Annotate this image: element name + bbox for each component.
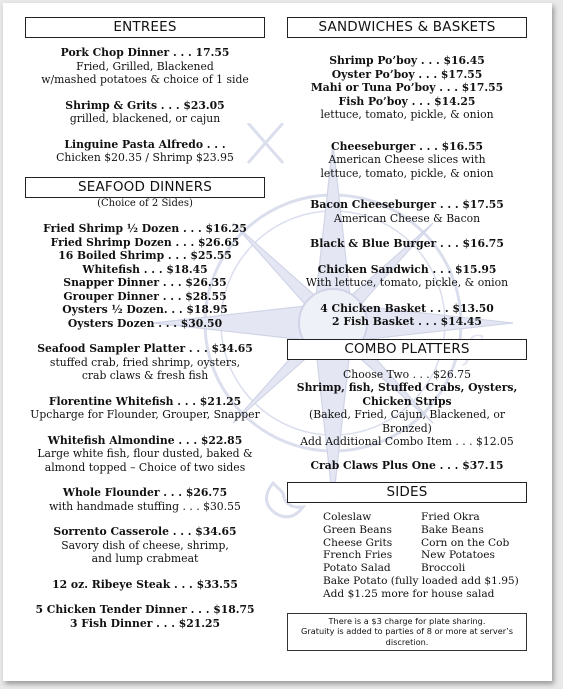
list-item bbox=[25, 303, 265, 317]
item-title: Whitefish Almondine . . . $22.85 bbox=[47, 433, 243, 447]
item-title: Snapper Dinner . . . $26.35 bbox=[63, 276, 227, 289]
menu-item-crab-claws bbox=[287, 459, 527, 473]
item-title: Crab Claws Plus One . . . $37.15 bbox=[310, 458, 504, 472]
combo-header: COMBO PLATTERS bbox=[287, 339, 527, 360]
side-bake-potato: Bake Potato (fully loaded add $1.95) bbox=[323, 574, 519, 587]
sides-list bbox=[323, 511, 527, 575]
list-item bbox=[25, 263, 265, 277]
item-desc: stuffed crab, fried shrimp, oysters, bbox=[49, 355, 241, 369]
left-column bbox=[25, 17, 265, 630]
item-desc: Chicken $20.35 / Shrimp $23.95 bbox=[56, 151, 234, 164]
menu-item-shrimp-grits bbox=[25, 99, 265, 113]
list-item bbox=[287, 54, 527, 68]
list-item: Fried Okra bbox=[421, 511, 480, 523]
item-desc: w/mashed potatoes & choice of 1 side bbox=[41, 73, 249, 86]
item-title: 5 Chicken Tender Dinner . . . $18.75 bbox=[35, 603, 255, 616]
item-desc: with handmade stuffing . . . $30.55 bbox=[49, 499, 241, 513]
list-item: New Potatoes bbox=[421, 549, 495, 562]
item-title: Seafood Sampler Platter . . . $34.65 bbox=[37, 342, 253, 355]
menu-item-chicken-sandwich bbox=[287, 263, 527, 277]
list-item bbox=[25, 317, 265, 331]
item-title: Oyster Po’boy . . . $17.55 bbox=[331, 67, 483, 81]
item-title: Pork Chop Dinner . . . 17.55 bbox=[60, 46, 230, 59]
item-desc: crab claws & fresh fish bbox=[81, 369, 209, 382]
right-column bbox=[287, 17, 527, 651]
item-desc: grilled, blackened, or cajun bbox=[69, 112, 221, 125]
list-item bbox=[25, 290, 265, 304]
footer-line: Gratuity is added to parties of 8 or more at server’s bbox=[301, 626, 513, 637]
item-title: 3 Fish Dinner . . . $21.25 bbox=[69, 616, 221, 630]
combo-choose: Choose Two . . . $26.75 bbox=[343, 367, 471, 381]
menu-item-flounder bbox=[25, 486, 265, 500]
list-item bbox=[287, 81, 527, 95]
menu-item-casserole bbox=[25, 525, 265, 539]
list-item: Bake Beans bbox=[421, 523, 484, 536]
menu-item-bacon-cheeseburger bbox=[287, 198, 527, 212]
list-item bbox=[25, 236, 265, 250]
list-item: Cheese Grits bbox=[323, 536, 393, 549]
list-item bbox=[287, 95, 527, 109]
list-item: Potato Salad bbox=[323, 562, 391, 575]
item-title: Fried Shrimp ½ Dozen . . . $16.25 bbox=[43, 222, 247, 235]
item-title: Grouper Dinner . . . $28.55 bbox=[63, 289, 227, 303]
item-title: Chicken Strips bbox=[362, 394, 452, 408]
list-item bbox=[25, 222, 265, 236]
item-title: Cheeseburger . . . $16.55 bbox=[331, 139, 483, 153]
menu-item-chicken-basket bbox=[287, 302, 527, 316]
list-item: Broccoli bbox=[421, 562, 466, 575]
footer-line: There is a $3 charge for plate sharing. bbox=[328, 615, 486, 626]
sides-header: SIDES bbox=[287, 482, 527, 503]
item-title: Whitefish . . . $18.45 bbox=[82, 262, 208, 276]
list-item: French Fries bbox=[323, 549, 393, 562]
menu-item-tender bbox=[25, 603, 265, 617]
item-desc: almond topped – Choice of two sides bbox=[44, 460, 246, 474]
list-item: Coleslaw bbox=[323, 511, 372, 523]
menu-page bbox=[3, 3, 552, 681]
side-house-salad: Add $1.25 more for house salad bbox=[323, 587, 495, 600]
footer-note bbox=[287, 613, 527, 652]
item-desc: Large white fish, flour dusted, baked & bbox=[37, 447, 253, 460]
footer-line: discretion. bbox=[385, 636, 429, 647]
combo-options bbox=[287, 395, 527, 409]
item-title: Black & Blue Burger . . . $16.75 bbox=[310, 237, 504, 250]
item-title: Chicken Sandwich . . . $15.95 bbox=[317, 262, 497, 276]
menu-item-black-blue bbox=[287, 237, 527, 251]
entrees-header: ENTREES bbox=[25, 17, 265, 38]
item-title: Fried Shrimp Dozen . . . $26.65 bbox=[50, 235, 240, 249]
item-desc: American Cheese & Bacon bbox=[333, 211, 481, 225]
item-desc: lettuce, tomato, pickle, & onion bbox=[320, 108, 494, 121]
menu-item-ribeye bbox=[25, 578, 265, 592]
item-title: Florentine Whitefish . . . $21.25 bbox=[48, 394, 242, 408]
item-desc: lettuce, tomato, pickle, & onion bbox=[320, 166, 494, 180]
item-desc: With lettuce, tomato, pickle, & onion bbox=[305, 276, 509, 289]
menu-item-fish-basket bbox=[287, 315, 527, 329]
item-title: Fish Po’boy . . . $14.25 bbox=[338, 94, 476, 108]
combo-add: Add Additional Combo Item . . . $12.05 bbox=[300, 435, 514, 448]
sandwiches-header: SANDWICHES & BASKETS bbox=[287, 17, 527, 38]
list-item bbox=[25, 276, 265, 290]
menu-item-linguine bbox=[25, 138, 265, 152]
seafood-header: SEAFOOD DINNERS bbox=[25, 177, 265, 198]
menu-item-cheeseburger bbox=[287, 140, 527, 154]
list-item bbox=[287, 68, 527, 82]
item-title: 12 oz. Ribeye Steak . . . $33.55 bbox=[52, 577, 238, 591]
menu-item-fish-dinner bbox=[25, 617, 265, 631]
item-title: Shrimp Po’boy . . . $16.45 bbox=[329, 54, 485, 67]
item-title: Shrimp, fish, Stuffed Crabs, Oysters, bbox=[296, 381, 518, 394]
item-title: Bacon Cheeseburger . . . $17.55 bbox=[310, 198, 504, 211]
item-title: 2 Fish Basket . . . $14.45 bbox=[332, 315, 482, 328]
item-desc: Upcharge for Flounder, Grouper, Snapper bbox=[30, 408, 260, 421]
item-title: Mahi or Tuna Po’boy . . . $17.55 bbox=[310, 81, 504, 94]
item-desc: Savory dish of cheese, shrimp, bbox=[61, 538, 229, 552]
list-item: Corn on the Cob bbox=[421, 536, 510, 549]
combo-options bbox=[287, 381, 527, 395]
item-title: Shrimp & Grits . . . $23.05 bbox=[65, 98, 225, 112]
item-title: 16 Boiled Shrimp . . . $25.55 bbox=[58, 249, 232, 262]
menu-item-almondine bbox=[25, 434, 265, 448]
item-title: Sorrento Casserole . . . $34.65 bbox=[53, 525, 237, 538]
combo-styles: (Baked, Fried, Cajun, Blackened, or Bronzed) bbox=[309, 408, 505, 435]
menu-item-pork-chop bbox=[25, 46, 265, 60]
item-title: 4 Chicken Basket . . . $13.50 bbox=[320, 301, 494, 315]
item-title: Linguine Pasta Alfredo . . . bbox=[64, 137, 226, 151]
item-desc: American Cheese slices with bbox=[328, 153, 486, 166]
item-desc: Fried, Grilled, Blackened bbox=[76, 59, 214, 73]
list-item bbox=[25, 249, 265, 263]
item-title: Oysters Dozen . . . $30.50 bbox=[67, 316, 223, 330]
item-desc: and lump crabmeat bbox=[91, 552, 199, 565]
menu-item-florentine bbox=[25, 395, 265, 409]
item-title: Oysters ½ Dozen. . . $18.95 bbox=[62, 303, 228, 316]
seafood-subheader: (Choice of 2 Sides) bbox=[97, 197, 193, 209]
list-item: Green Beans bbox=[323, 523, 392, 536]
item-title: Whole Flounder . . . $26.75 bbox=[62, 486, 228, 499]
menu-item-sampler bbox=[25, 342, 265, 356]
